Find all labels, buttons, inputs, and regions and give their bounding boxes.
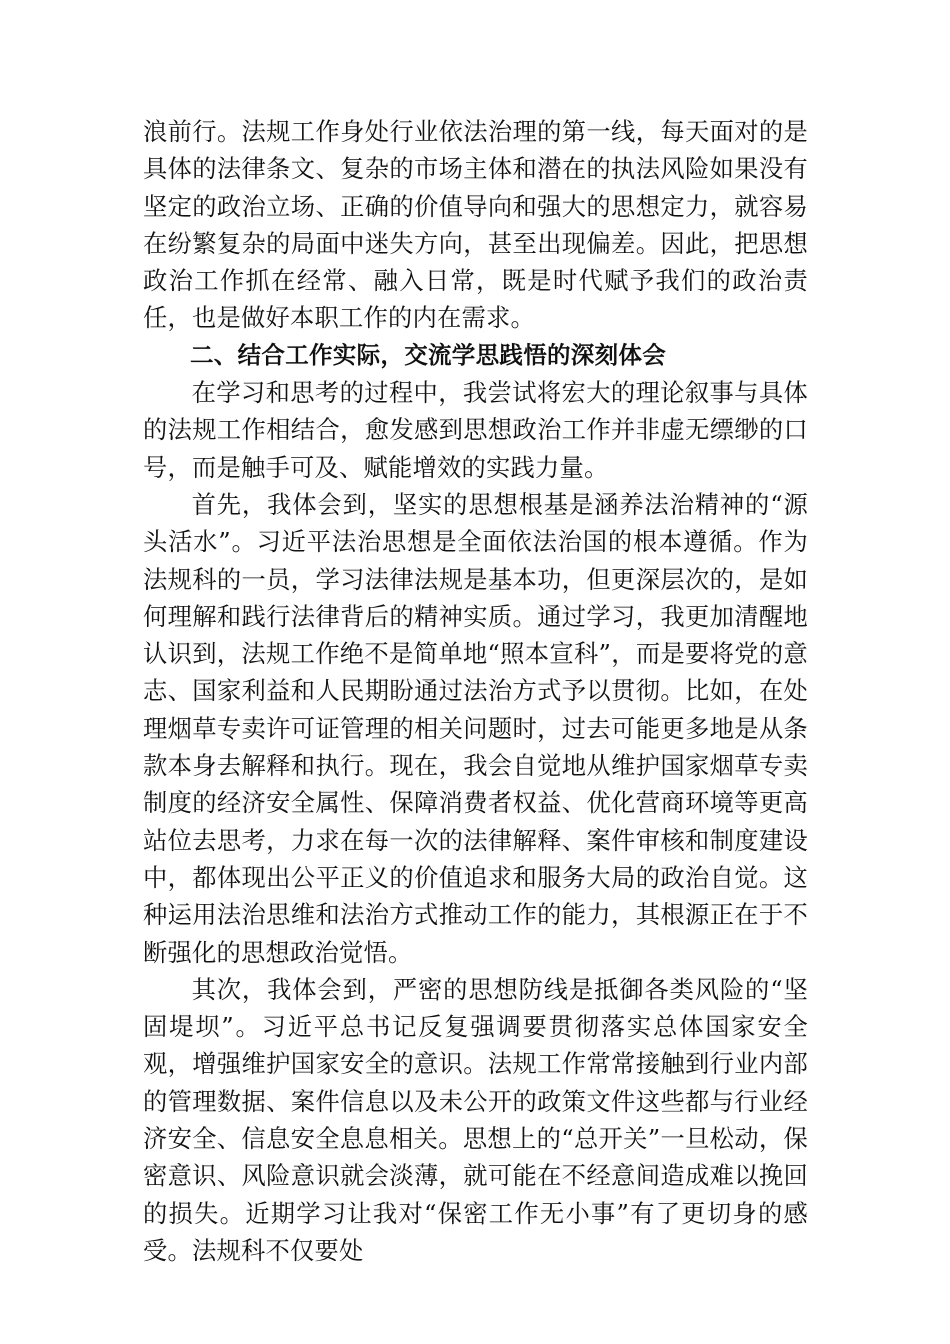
paragraph-intro: 在学习和思考的过程中，我尝试将宏大的理论叙事与具体的法规工作相结合，愈发感到思想政治工作并非虚无缥缈的口号，而是触手可及、赋能增效的实践力量。 xyxy=(143,378,808,482)
document-body xyxy=(143,113,808,1269)
section-heading: 二、结合工作实际，交流学思践悟的深刻体会 xyxy=(190,340,666,369)
paragraph-continuation: 浪前行。法规工作身处行业依法治理的第一线，每天面对的是具体的法律条文、复杂的市场主体和潜在的执法风险如果没有坚定的政治立场、正确的价值导向和强大的思想定力，就容易在纷繁复杂的局面中迷失方向，甚至出现偏差。因此，把思想政治工作抓在经常、融入日常，既是时代赋予我们的政治责任，也是做好本职工作的内在需求。 xyxy=(143,117,808,333)
paragraph-second-point: 其次，我体会到，严密的思想防线是抵御各类风险的“坚固堤坝”。习近平总书记反复强调要贯彻落实总体国家安全观，增强维护国家安全的意识。法规工作常常接触到行业内部的管理数据、案件信息以及未公开的政策文件这些都与行业经济安全、信息安全息息相关。思想上的“总开关”一旦松动，保密意识、风险意识就会淡薄，就可能在不经意间造成难以挽回的损失。近期学习让我对“保密工作无小事”有了更切身的感受。法规科不仅要处 xyxy=(143,974,808,1265)
paragraph-first-point: 首先，我体会到，坚实的思想根基是涵养法治精神的“源头活水”。习近平法治思想是全面依法治国的根本遵循。作为法规科的一员，学习法律法规是基本功，但更深层次的，是如何理解和践行法律背后的精神实质。通过学习，我更加清醒地认识到，法规工作绝不是简单地“照本宣科”，而是要将党的意志、国家利益和人民期盼通过法治方式予以贯彻。比如，在处理烟草专卖许可证管理的相关问题时，过去可能更多地是从条款本身去解释和执行。现在，我会自觉地从维护国家烟草专卖制度的经济安全属性、保障消费者权益、优化营商环境等更高站位去思考，力求在每一次的法律解释、案件审核和制度建设中，都体现出公平正义的价值追求和服务大局的政治自觉。这种运用法治思维和法治方式推动工作的能力，其根源正在于不断强化的思想政治觉悟。 xyxy=(143,489,808,967)
